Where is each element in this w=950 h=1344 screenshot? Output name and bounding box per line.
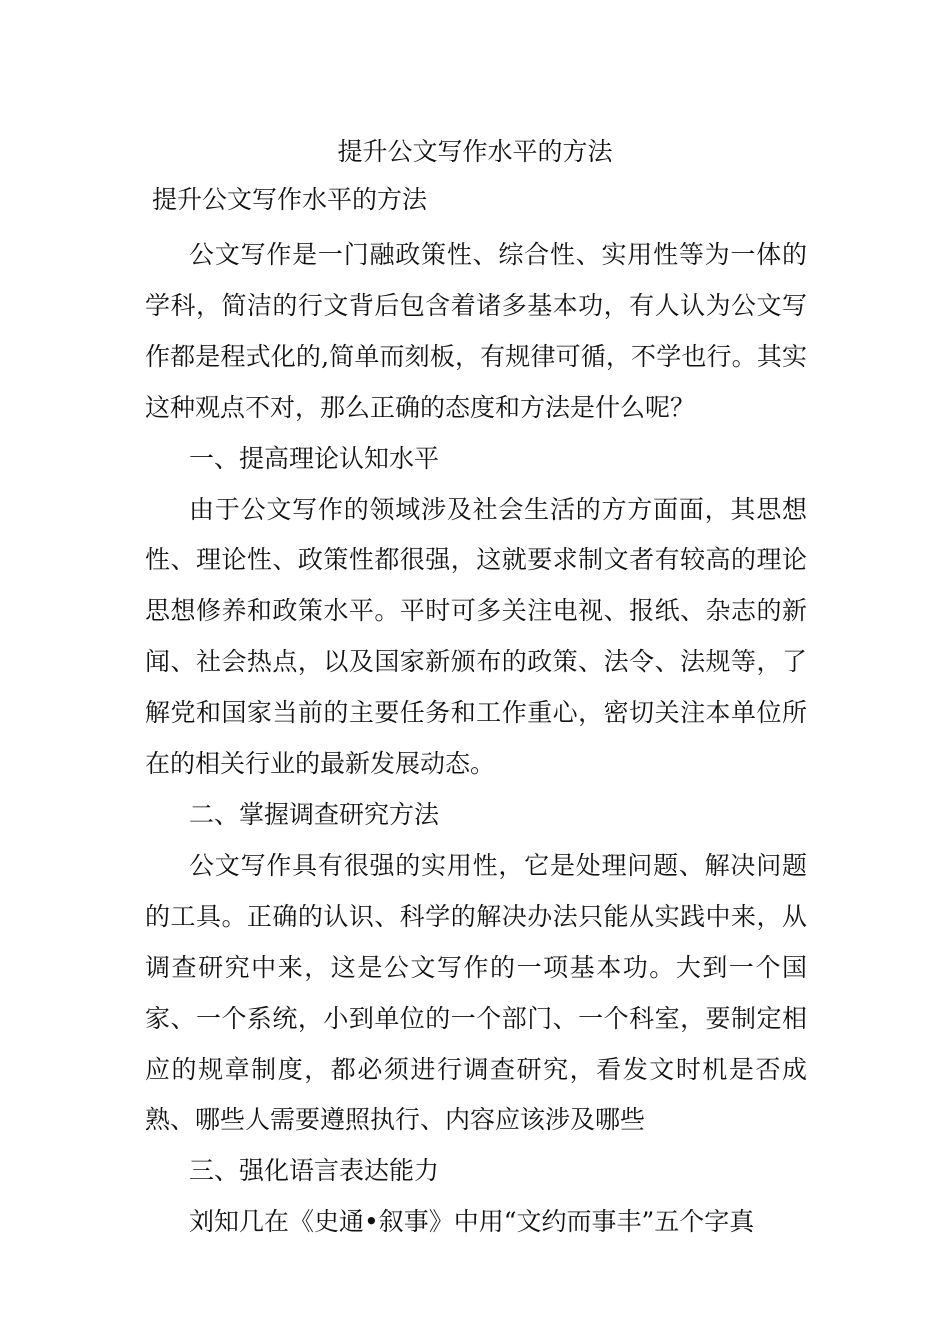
section-2-heading: 二、掌握调查研究方法 — [189, 799, 440, 829]
document-title: 提升公文写作水平的方法 — [337, 137, 613, 166]
intro-paragraph: 公文写作是一门融政策性、综合性、实用性等为一体的学科，简洁的行文背后包含着诸多基本功，有人认为公文写作都是程式化的,简单而刻板，有规律可循，不学也行。其实这种观点不对，那么正确的态度和方法是什么呢？ — [145, 240, 807, 422]
section-1-paragraph: 由于公文写作的领域涉及社会生活的方方面面，其思想性、理论性、政策性都很强，这就要求制文者有较高的理论思想修养和政策水平。平时可多关注电视、报纸、杂志的新闻、社会热点，以及国家新颁布的政策、法令、法规等，了解党和国家当前的主要任务和工作重心，密切关注本单位所在的相关行业的最新发展动态。 — [145, 494, 807, 779]
document-subtitle: 提升公文写作水平的方法 — [152, 185, 428, 214]
section-3-paragraph: 刘知几在《史通•叙事》中用“文约而事丰”五个字真 — [189, 1207, 755, 1237]
section-1-heading: 一、提高理论认知水平 — [189, 443, 440, 473]
section-3-heading: 三、强化语言表达能力 — [189, 1156, 440, 1186]
section-2-paragraph: 公文写作具有很强的实用性，它是处理问题、解决问题的工具。正确的认识、科学的解决办法只能从实践中来，从调查研究中来，这是公文写作的一项基本功。大到一个国家、一个系统，小到单位的一个部门、一个科室，要制定相应的规章制度，都必须进行调查研究，看发文时机是否成熟、哪些人需要遵照执行、内容应该涉及哪些 — [145, 850, 807, 1135]
document-body — [145, 230, 807, 1248]
